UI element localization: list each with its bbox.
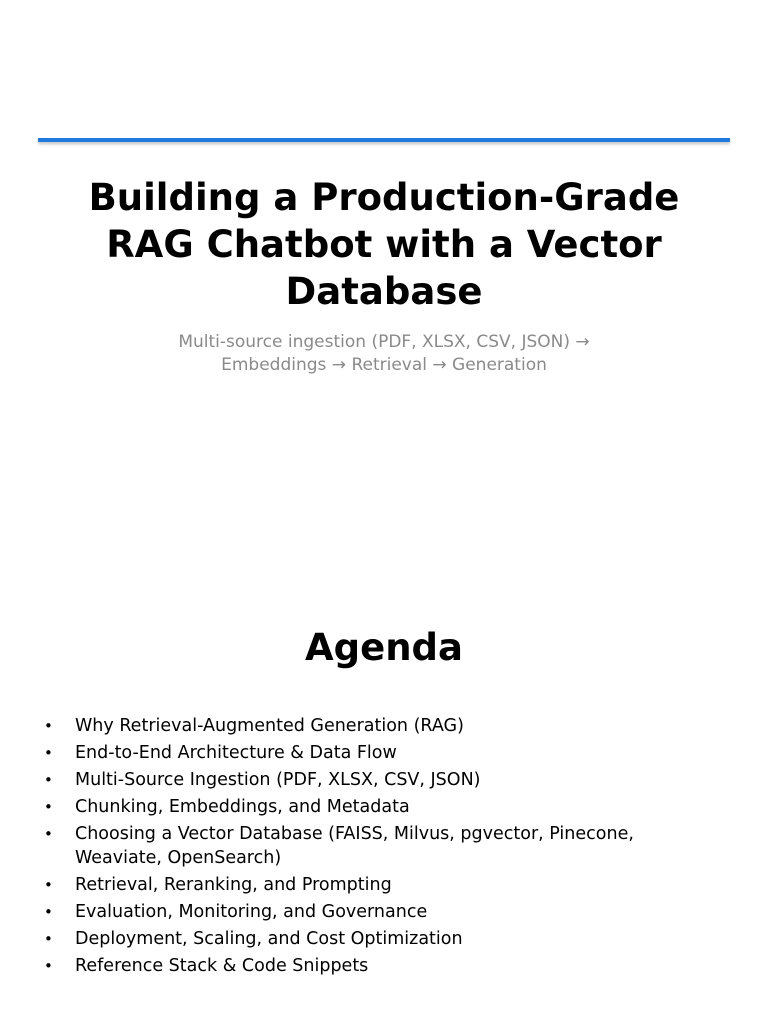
bullet-icon: • xyxy=(44,744,53,762)
bullet-icon: • xyxy=(44,771,53,789)
bullet-icon: • xyxy=(44,798,53,816)
agenda-item-text: Evaluation, Monitoring, and Governance xyxy=(75,902,428,922)
agenda-item-text: Chunking, Embeddings, and Metadata xyxy=(75,797,410,817)
bullet-icon: • xyxy=(44,903,53,921)
slide-subtitle-line: Multi-source ingestion (PDF, XLSX, CSV, JSON) → xyxy=(178,332,590,352)
agenda-item xyxy=(0,714,768,738)
agenda-item xyxy=(0,822,768,870)
bullet-icon: • xyxy=(44,717,53,735)
agenda-item xyxy=(0,768,768,792)
bullet-icon: • xyxy=(44,825,53,843)
agenda-item-text: Retrieval, Reranking, and Prompting xyxy=(75,875,392,895)
agenda-item xyxy=(0,873,768,897)
agenda-item-text: Deployment, Scaling, and Cost Optimization xyxy=(75,929,463,949)
slide-title-line: Database xyxy=(285,270,483,313)
agenda-item-text: Why Retrieval-Augmented Generation (RAG) xyxy=(75,716,464,736)
agenda-item-text: End-to-End Architecture & Data Flow xyxy=(75,743,397,763)
agenda-item xyxy=(0,927,768,951)
agenda-item xyxy=(0,741,768,765)
slide-title xyxy=(40,174,728,315)
agenda-item xyxy=(0,795,768,819)
slide-subtitle xyxy=(60,331,708,377)
agenda-item xyxy=(0,900,768,924)
agenda-heading: Agenda xyxy=(304,626,463,669)
agenda-item xyxy=(0,954,768,978)
bullet-icon: • xyxy=(44,957,53,975)
accent-divider xyxy=(38,138,730,142)
bullet-icon: • xyxy=(44,876,53,894)
agenda-item-text: Reference Stack & Code Snippets xyxy=(75,956,369,976)
slide-title-line: Building a Production-Grade xyxy=(88,176,680,219)
slide-subtitle-line: Embeddings → Retrieval → Generation xyxy=(221,355,547,375)
agenda-item-text: Multi-Source Ingestion (PDF, XLSX, CSV, JSON) xyxy=(75,770,481,790)
slide-title-line: RAG Chatbot with a Vector xyxy=(106,223,662,266)
agenda-item-text: Choosing a Vector Database (FAISS, Milvus, pgvector, Pinecone, Weaviate, OpenSearch) xyxy=(75,824,634,868)
bullet-icon: • xyxy=(44,930,53,948)
agenda-list xyxy=(0,714,768,981)
